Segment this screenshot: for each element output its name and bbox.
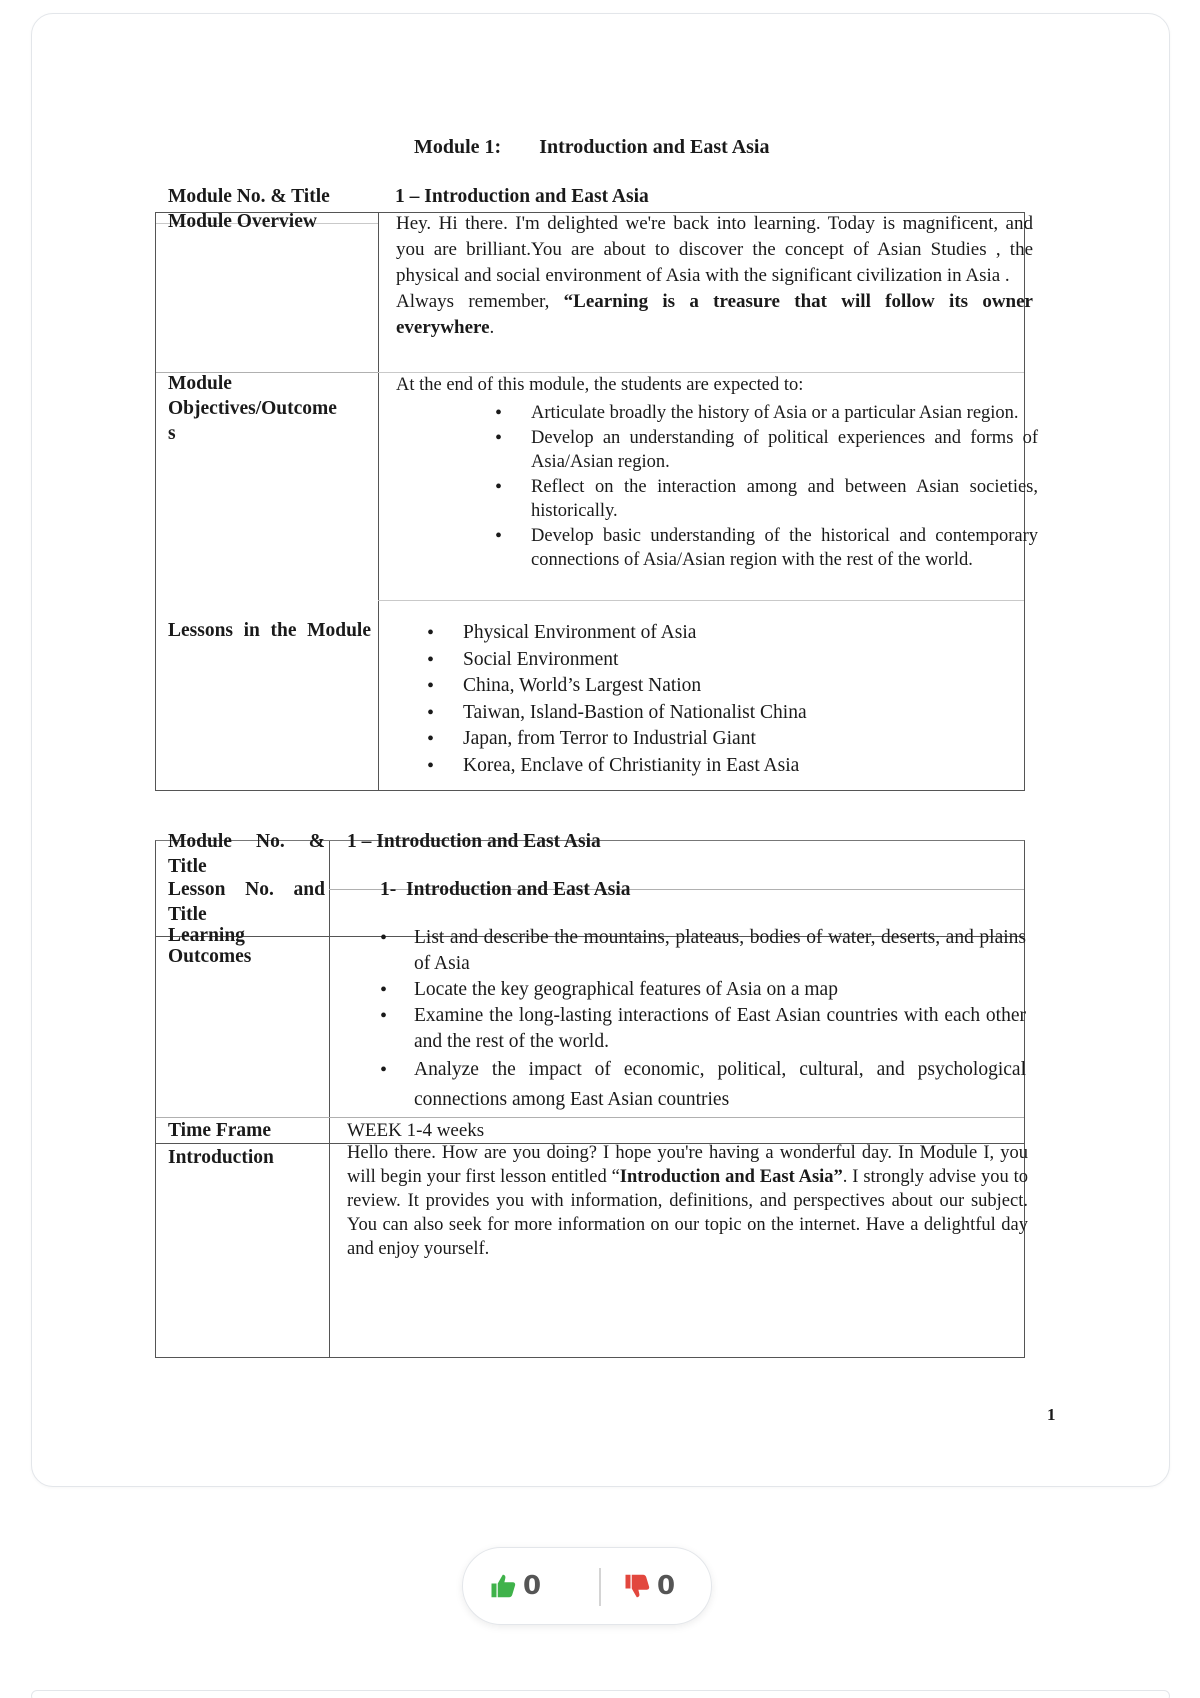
objectives-label: Module Objectives/Outcome s	[168, 373, 337, 444]
introduction-text: Hello there. How are you doing? I hope you're having a wonderful day. In Module I, you will begin your first lesson entitled “Introduction and East Asia”. I strongly advise you to review. It provides you with information, definitions, and perspectives about our subject. You can also seek for more information on our topic on the internet. Have a delightful day and enjoy yourself.	[347, 1143, 1028, 1259]
column-divider	[329, 841, 330, 1357]
list-item: • Physical Environment of Asia	[463, 620, 1023, 647]
list-item: • List and describe the mountains, plateaus, bodies of water, deserts, and plains of Asia	[414, 925, 1026, 977]
list-item: • Taiwan, Island-Bastion of Nationalist China	[463, 700, 1023, 727]
list-item: • Examine the long-lasting interactions of East Asian countries with each other and the rest of the world.	[414, 1003, 1026, 1055]
list-item: • Develop basic understanding of the historical and contemporary connections of Asia/Asian region with the rest of the world.	[531, 524, 1038, 573]
objectives-list	[531, 401, 1038, 573]
vote-separator	[599, 1568, 601, 1606]
time-frame-value: WEEK 1-4 weeks	[347, 1120, 485, 1141]
introduction-label: Introduction	[168, 1147, 274, 1168]
lesson-table	[155, 831, 1028, 1358]
page-number: 1	[1047, 1405, 1056, 1424]
list-item: • Articulate broadly the history of Asia or a particular Asian region.	[531, 401, 1038, 426]
objectives-intro: At the end of this module, the students are expected to:	[396, 375, 804, 395]
column-divider	[378, 213, 379, 790]
lessons-label: Lessons in the Module	[168, 620, 371, 641]
list-item: • Social Environment	[463, 647, 1023, 674]
list-item: • China, World’s Largest Nation	[463, 673, 1023, 700]
learning-outcomes-list	[414, 925, 1026, 1115]
vote-widget	[462, 1547, 712, 1625]
thumbs-up-icon	[489, 1571, 519, 1601]
list-item: • Analyze the impact of economic, political, cultural, and psychological connections among East Asian countries	[414, 1055, 1026, 1115]
page-title: Module 1: Introduction and East Asia	[414, 136, 770, 158]
list-item: • Locate the key geographical features of Asia on a map	[414, 977, 1026, 1003]
downvote-button[interactable]	[623, 1564, 675, 1608]
lesson-number-value: 1- Introduction and East Asia	[380, 879, 631, 900]
lesson-number-label: Lesson No. and Title	[168, 879, 325, 925]
downvote-count: 0	[657, 1571, 676, 1601]
lessons-list	[463, 620, 1023, 779]
learning-outcomes-label: Learning Outcomes	[168, 925, 252, 967]
next-card-edge	[31, 1690, 1170, 1698]
list-item: • Korea, Enclave of Christianity in East Asia	[463, 753, 1023, 780]
row-divider	[378, 600, 1024, 601]
overview-label: Module Overview	[168, 211, 317, 232]
module-title-value: 1 – Introduction and East Asia	[395, 186, 649, 207]
lesson-module-label: Module No. & Title	[168, 831, 325, 877]
upvote-count: 0	[523, 1571, 542, 1601]
time-frame-label: Time Frame	[168, 1120, 272, 1141]
lesson-module-value: 1 – Introduction and East Asia	[347, 831, 601, 852]
upvote-button[interactable]	[489, 1564, 541, 1608]
module-table	[155, 211, 1038, 791]
thumbs-down-icon	[623, 1571, 653, 1601]
list-item: • Japan, from Terror to Industrial Giant	[463, 726, 1023, 753]
module-title-label: Module No. & Title	[168, 186, 330, 207]
list-item: • Develop an understanding of political experiences and forms of Asia/Asian region.	[531, 426, 1038, 475]
row-divider	[156, 1117, 1024, 1118]
overview-text: Hey. Hi there. I'm delighted we're back into learning. Today is magnificent, and you are brilliant.You are about to discover the concept of Asian Studies , the physical and social environment of Asia with the significant civilization in Asia . Always remember, “Learning is a treasure that will follow its owner everywhere.	[396, 213, 1033, 338]
list-item: • Reflect on the interaction among and between Asian societies, historically.	[531, 475, 1038, 524]
